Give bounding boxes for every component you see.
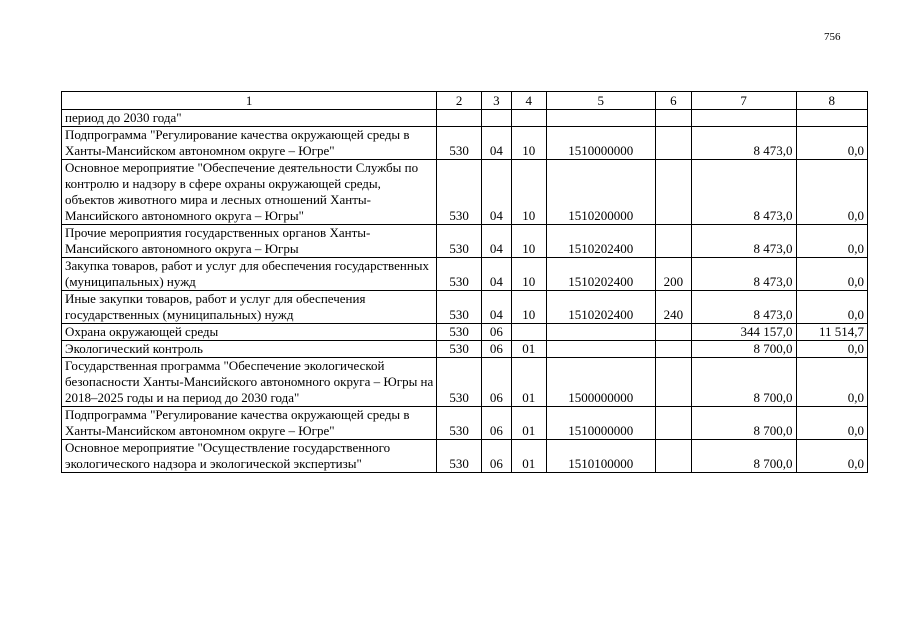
expense-type-cell: 240: [655, 291, 691, 324]
header-cell: 2: [437, 92, 482, 110]
amount-secondary-cell: 0,0: [796, 407, 867, 440]
table-body: [62, 110, 868, 473]
subsubsection-cell: 01: [511, 440, 546, 473]
row-name-cell: Подпрограмма "Регулирование качества окружающей среды в Ханты-Мансийском автономном округе – Югре": [62, 407, 437, 440]
amount-cell: 8 473,0: [691, 160, 796, 225]
subsection-cell: 04: [482, 160, 512, 225]
row-name-cell: Прочие мероприятия государственных органов Ханты-Мансийского автономного округа – Югры: [62, 225, 437, 258]
target-code-cell: [546, 341, 655, 358]
subsection-cell: 04: [482, 291, 512, 324]
amount-secondary-cell: [796, 110, 867, 127]
amount-secondary-cell: 0,0: [796, 160, 867, 225]
table-row: [62, 110, 868, 127]
header-cell: 3: [482, 92, 512, 110]
expense-type-cell: [655, 358, 691, 407]
subsection-cell: 06: [482, 324, 512, 341]
amount-cell: 8 700,0: [691, 358, 796, 407]
budget-table: [61, 91, 868, 473]
subsection-cell: 06: [482, 440, 512, 473]
target-code-cell: [546, 110, 655, 127]
section-cell: [437, 110, 482, 127]
table-row: [62, 225, 868, 258]
subsubsection-cell: 10: [511, 225, 546, 258]
section-cell: 530: [437, 407, 482, 440]
subsubsection-cell: 10: [511, 127, 546, 160]
amount-secondary-cell: 0,0: [796, 291, 867, 324]
section-cell: 530: [437, 358, 482, 407]
row-name-cell: Закупка товаров, работ и услуг для обеспечения государственных (муниципальных) нужд: [62, 258, 437, 291]
subsubsection-cell: [511, 110, 546, 127]
amount-cell: 8 473,0: [691, 291, 796, 324]
amount-cell: 8 473,0: [691, 225, 796, 258]
amount-secondary-cell: 0,0: [796, 258, 867, 291]
page-number: 756: [824, 31, 841, 43]
amount-secondary-cell: 0,0: [796, 440, 867, 473]
subsubsection-cell: 10: [511, 258, 546, 291]
table-row: [62, 160, 868, 225]
subsection-cell: [482, 110, 512, 127]
target-code-cell: 1510000000: [546, 407, 655, 440]
subsubsection-cell: 01: [511, 358, 546, 407]
expense-type-cell: [655, 324, 691, 341]
header-cell: 6: [655, 92, 691, 110]
amount-cell: 8 700,0: [691, 407, 796, 440]
target-code-cell: 1510200000: [546, 160, 655, 225]
row-name-cell: Государственная программа "Обеспечение экологической безопасности Ханты-Мансийского автономного округа – Югры на 2018–2025 годы и на период до 2030 года": [62, 358, 437, 407]
table-row: [62, 127, 868, 160]
subsection-cell: 06: [482, 407, 512, 440]
row-name-cell: Подпрограмма "Регулирование качества окружающей среды в Ханты-Мансийском автономном округе – Югре": [62, 127, 437, 160]
header-cell: 1: [62, 92, 437, 110]
target-code-cell: 1510100000: [546, 440, 655, 473]
expense-type-cell: [655, 407, 691, 440]
target-code-cell: 1510202400: [546, 291, 655, 324]
table-header: [62, 92, 868, 110]
amount-secondary-cell: 11 514,7: [796, 324, 867, 341]
expense-type-cell: [655, 341, 691, 358]
subsubsection-cell: [511, 324, 546, 341]
section-cell: 530: [437, 291, 482, 324]
header-cell: 7: [691, 92, 796, 110]
table-row: [62, 407, 868, 440]
row-name-cell: Основное мероприятие "Обеспечение деятельности Службы по контролю и надзору в сфере охраны окружающей среды, объектов животного мира и лесных отношений Ханты-Мансийского автономного округа – Югры": [62, 160, 437, 225]
subsubsection-cell: 01: [511, 341, 546, 358]
row-name-cell: период до 2030 года": [62, 110, 437, 127]
header-cell: 4: [511, 92, 546, 110]
section-cell: 530: [437, 127, 482, 160]
table-row: [62, 324, 868, 341]
target-code-cell: 1510202400: [546, 258, 655, 291]
table-row: [62, 258, 868, 291]
expense-type-cell: [655, 127, 691, 160]
amount-cell: 8 700,0: [691, 341, 796, 358]
expense-type-cell: 200: [655, 258, 691, 291]
table-row: [62, 291, 868, 324]
subsection-cell: 04: [482, 258, 512, 291]
row-name-cell: Основное мероприятие "Осуществление государственного экологического надзора и экологической экспертизы": [62, 440, 437, 473]
amount-secondary-cell: 0,0: [796, 127, 867, 160]
table-row: [62, 440, 868, 473]
section-cell: 530: [437, 225, 482, 258]
expense-type-cell: [655, 160, 691, 225]
section-cell: 530: [437, 324, 482, 341]
amount-cell: 344 157,0: [691, 324, 796, 341]
target-code-cell: 1510000000: [546, 127, 655, 160]
target-code-cell: 1500000000: [546, 358, 655, 407]
target-code-cell: [546, 324, 655, 341]
expense-type-cell: [655, 110, 691, 127]
header-row: [62, 92, 868, 110]
table-row: [62, 341, 868, 358]
header-cell: 5: [546, 92, 655, 110]
subsection-cell: 04: [482, 127, 512, 160]
section-cell: 530: [437, 160, 482, 225]
header-cell: 8: [796, 92, 867, 110]
amount-cell: 8 700,0: [691, 440, 796, 473]
amount-cell: 8 473,0: [691, 127, 796, 160]
amount-cell: [691, 110, 796, 127]
subsection-cell: 06: [482, 358, 512, 407]
amount-secondary-cell: 0,0: [796, 358, 867, 407]
expense-type-cell: [655, 225, 691, 258]
row-name-cell: Иные закупки товаров, работ и услуг для обеспечения государственных (муниципальных) нужд: [62, 291, 437, 324]
section-cell: 530: [437, 440, 482, 473]
amount-cell: 8 473,0: [691, 258, 796, 291]
row-name-cell: Охрана окружающей среды: [62, 324, 437, 341]
table-row: [62, 358, 868, 407]
row-name-cell: Экологический контроль: [62, 341, 437, 358]
expense-type-cell: [655, 440, 691, 473]
subsubsection-cell: 10: [511, 160, 546, 225]
amount-secondary-cell: 0,0: [796, 225, 867, 258]
amount-secondary-cell: 0,0: [796, 341, 867, 358]
target-code-cell: 1510202400: [546, 225, 655, 258]
subsection-cell: 06: [482, 341, 512, 358]
subsubsection-cell: 01: [511, 407, 546, 440]
section-cell: 530: [437, 341, 482, 358]
subsection-cell: 04: [482, 225, 512, 258]
section-cell: 530: [437, 258, 482, 291]
subsubsection-cell: 10: [511, 291, 546, 324]
